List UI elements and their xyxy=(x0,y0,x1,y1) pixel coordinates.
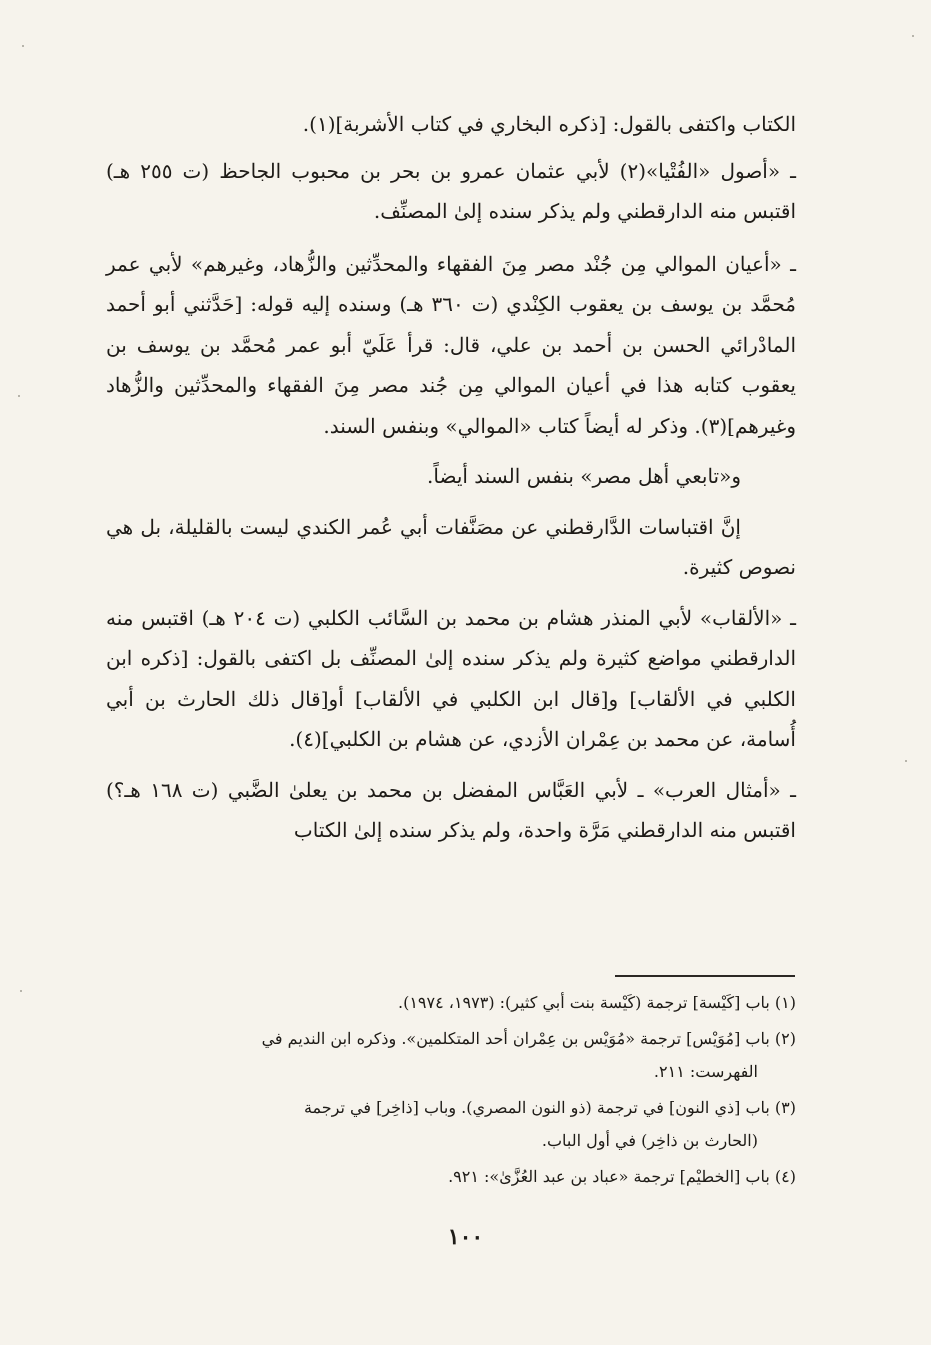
footnote-4: (٤) باب [الخطيْم] ترجمة «عباد بن عبد العُزَّىٰ»: ٩٢١. xyxy=(448,1167,796,1186)
paragraph-4: و«تابعي أهل مصر» بنفس السند أيضاً. xyxy=(427,464,741,488)
scan-speck xyxy=(912,35,914,37)
footnotes xyxy=(106,986,796,1193)
footnote-3-continued: (الحارث بن ذاخِر) في أول الباب. xyxy=(541,1131,758,1150)
paragraph-6: ـ «الألقاب» لأبي المنذر هشام بن محمد بن السَّائب الكلبي (ت ٢٠٤ هـ) اقتبس منه الدارقطني مواضع كثيرة ولم يذكر سنده إلىٰ المصنِّف بل اكتفى بالقول: [ذكره ابن الكلبي في الألقاب] و[قال ابن الكلبي في الألقاب] أو[قال ذلك الحارث بن أبي أُسامة، عن محمد بن عِمْران الأزدي، عن هشام بن الكلبي](٤). xyxy=(106,605,797,751)
paragraph-3: ـ «أعيان الموالي مِن جُنْد مصر مِنَ الفقهاء والمحدِّثين والزُّهاد، وغيرهم» لأبي عمر مُحمَّد بن يوسف بن يعقوب الكِنْدي (ت ٣٦٠ هـ) وسنده إليه قوله: [حَدَّثني أبو أحمد المادْرائي الحسن بن أحمد بن علي، قال: قرأ عَلَيّ أبو عمر مُحمَّد بن يوسف بن يعقوب كتابه هذا في أعيان الموالي مِن جُند مصر مِنَ الفقهاء والمحدِّثين والزُّهاد وغيرهم](٣). وذكر له أيضاً كتاب «الموالي» وبنفس السند. xyxy=(106,251,796,438)
main-text xyxy=(106,104,796,851)
footnote-divider xyxy=(615,975,795,977)
footnote-1: (١) باب [كَيْسة] ترجمة (كَيْسة بنت أبي كثير): (١٩٧٣، ١٩٧٤). xyxy=(397,993,796,1012)
scan-speck xyxy=(20,990,22,992)
scan-speck xyxy=(905,760,907,762)
paragraph-2: ـ «أصول «الفُتْيا»(٢) لأبي عثمان عمرو بن بحر بن محبوب الجاحظ (ت ٢٥٥ هـ) اقتبس منه الدارقطني ولم يذكر سنده إلىٰ المصنِّف. xyxy=(106,158,796,223)
footnote-3: (٣) باب [ذي النون] في ترجمة (ذو النون المصري). وباب [ذاخِر] في ترجمة xyxy=(303,1098,796,1117)
footnote-2-continued: الفهرست: ٢١١. xyxy=(653,1062,758,1081)
paragraph-7: ـ «أمثال العرب» ـ لأبي العَبَّاس المفضل بن محمد بن يعلىٰ الضَّبي (ت ١٦٨ هـ؟) اقتبس منه الدارقطني مَرَّة واحدة، ولم يذكر سنده إلىٰ الكتاب xyxy=(106,777,796,842)
footnote-2: (٢) باب [مُوَيْس] ترجمة «مُوَيْس بن عِمْران أحد المتكلمين». وذكره ابن النديم في xyxy=(261,1029,796,1048)
paragraph-5: إنَّ اقتباسات الدَّارقطني عن مصَنَّفات أبي عُمر الكندي ليست بالقليلة، بل هي نصوص كثيرة. xyxy=(106,514,796,579)
scan-speck xyxy=(22,45,24,47)
page-number: ١٠٠ xyxy=(447,1224,484,1250)
paragraph-1: الكتاب واكتفى بالقول: [ذكره البخاري في كتاب الأشربة](١). xyxy=(302,112,796,136)
scan-speck xyxy=(18,395,20,397)
